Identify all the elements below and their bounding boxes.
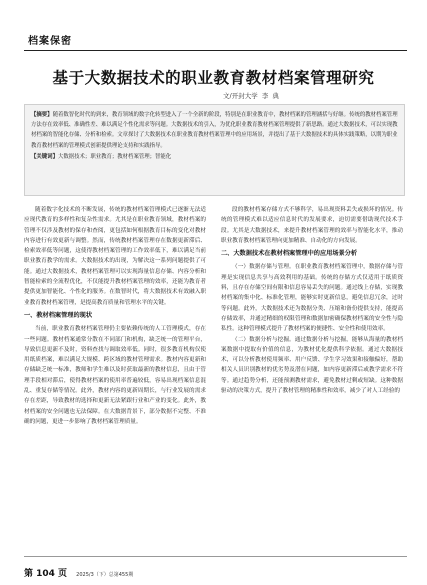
header-divider [24, 50, 407, 51]
page-number: 第 104 页 [24, 569, 68, 579]
abstract-text: 随着数智化时代的到来，教育领域的数字化转型进入了一个全新的阶段，特别是在职业教育中，教材档案的管理涵括与好继。传统的教材档案管理方法存在效率低、准确性差、难以满足个性化需求等问题。大数据技术的引入，为优化职业教育教材档案管理提供了新思路。通过大数据技术，可以实现教材档案的智能化存储、分析和检索。文章探讨了大数据技术在职业教育教材档案管理中的应用场景，并提出了基于大数据技术的具体实践策略，以期为职业教育教材档案的管理模式创新提供理论支持和实践指导。 [31, 112, 398, 149]
article-title: 基于大数据技术的职业教育教材档案管理研究 [52, 68, 375, 87]
status-paragraph: 当前，职业教育教材档案管理仍主要依赖传统的人工管理模式，存在一些问题。教材档案通常分散在不同部门和机构，缺乏统一的管理平台，导致信息更新不及时，资料查找与调取效率低。同时，很多教育机构仅使用纸质档案，难以满足大规模、跨区域的教材管理需求。教材内容更新和存储缺乏统一标准，教师和学生难以及时获取最新的教材信息，且由于管理手段相对滞后，使得教材档案的使用率普遍较低，容易出现档案信息混乱、重复存储等情况。此外，教材内容的更新周期长，与行业发展的需求存在差距，导致教材的选择和更新无法紧跟行业和产业的变化。此外，教材档案的安全问题也无法保障。在大数据背景下，部分数据不完整、不准确的问题，更进一步影响了教材档案管理质量。 [24, 326, 206, 425]
issue-info: 2025/3（下）总第455期 [76, 572, 134, 578]
page-footer [24, 561, 133, 580]
section-heading-2: 二、大数据技术在教材档案管理中的应用场景分析 [221, 250, 358, 258]
keywords-label: 【关键词】 [31, 153, 58, 160]
intro-paragraph: 随着数字化技术的不断发展，传统的教材档案管理模式已逐渐无法适应现代教育的多样性和复杂性需求。尤其是在职业教育领域，教材档案的管理不仅涉及教材的保存和查阅，更包括如何根据教育目标的变化对教材内容进行有效更新与调整。然而，传统教材档案管理存在数据更新滞后、检索效率低等问题，这使得教材档案管理的工作效率低下，难以满足当前职业教育教学的需求。大数据技术的出现，为解决这一系列问题提供了可能。通过大数据技术，教材档案管理可以实现海量信息存储、内容分析和智能检索的全流程优化，不仅能提升教材档案管理的效率，还能为教育者提供更加智能化、个性化的服务。在数智时代，将大数据技术有效融入职业教育教材档案管理，是提高教育质量和管理水平的关键。 [24, 207, 206, 306]
abstract-box [24, 104, 405, 196]
subsection-storage: （一）数据存储与管理。在职业教育教材档案管理中，数据存储与管理是实现信息共享与高效利用的基础。传统的存储方式仅适用于纸质资料，且存在存储空间有限和信息容易丢失的问题。通过线上存储，实现教材档案的集中化、标准化管理，能够实时更新信息，避免信息冗余，过时等问题。此外，大数据技术还为数据分类、压缩和备份提供支持，能提高存储效率，并通过精细的权限管理和数据加密确保教材档案的安全性与隐私性。这种管理模式提升了教材档案的便捷性、安全性和使用效率。 [221, 264, 403, 333]
keywords-text: 大数据技术；职业教育；教材档案管理；智能化 [57, 153, 172, 160]
section-tag: 档案保密 [28, 36, 72, 47]
footer-divider [24, 556, 407, 557]
keywords-line [31, 152, 398, 162]
left-column [24, 205, 206, 427]
subsection-analysis: （二）数据分析与挖掘。通过数据分析与挖掘，能够从海量的教材档案数据中提取有价值的信息，为教材优化提供科学依据。通过大数据技术，可以分析教材使用频率、用户反馈、学生学习效果和接触偏好，帮助相关人员识别教材的优劣势及潜在问题，如内容更新滞后或教学需求不符等。通过趋势分析，还能预测教材需求，避免教材过剩或短缺。这种数据驱动的决策方式，提升了教材管理的精准性和效率，减少了对人工经验的 [221, 336, 403, 395]
article-author: 文/开封大学 李 典 [223, 92, 279, 100]
right-column [221, 205, 403, 396]
section-heading-1: 一、教材档案管理的现状 [24, 311, 93, 319]
continued-paragraph: 段的教材档案存储方式不够科学，易出现资料丢失或损坏的情况。传统的管理模式难以适应信息时代的发展要求，迫切需要借助现代技术手段。尤其是大数据技术，来提升教材档案管理的效率与智能化水平，推动职业教育教材档案管理向更加精准、自动化的方向发展。 [221, 207, 403, 244]
abstract-label: 【摘要】 [31, 112, 53, 118]
